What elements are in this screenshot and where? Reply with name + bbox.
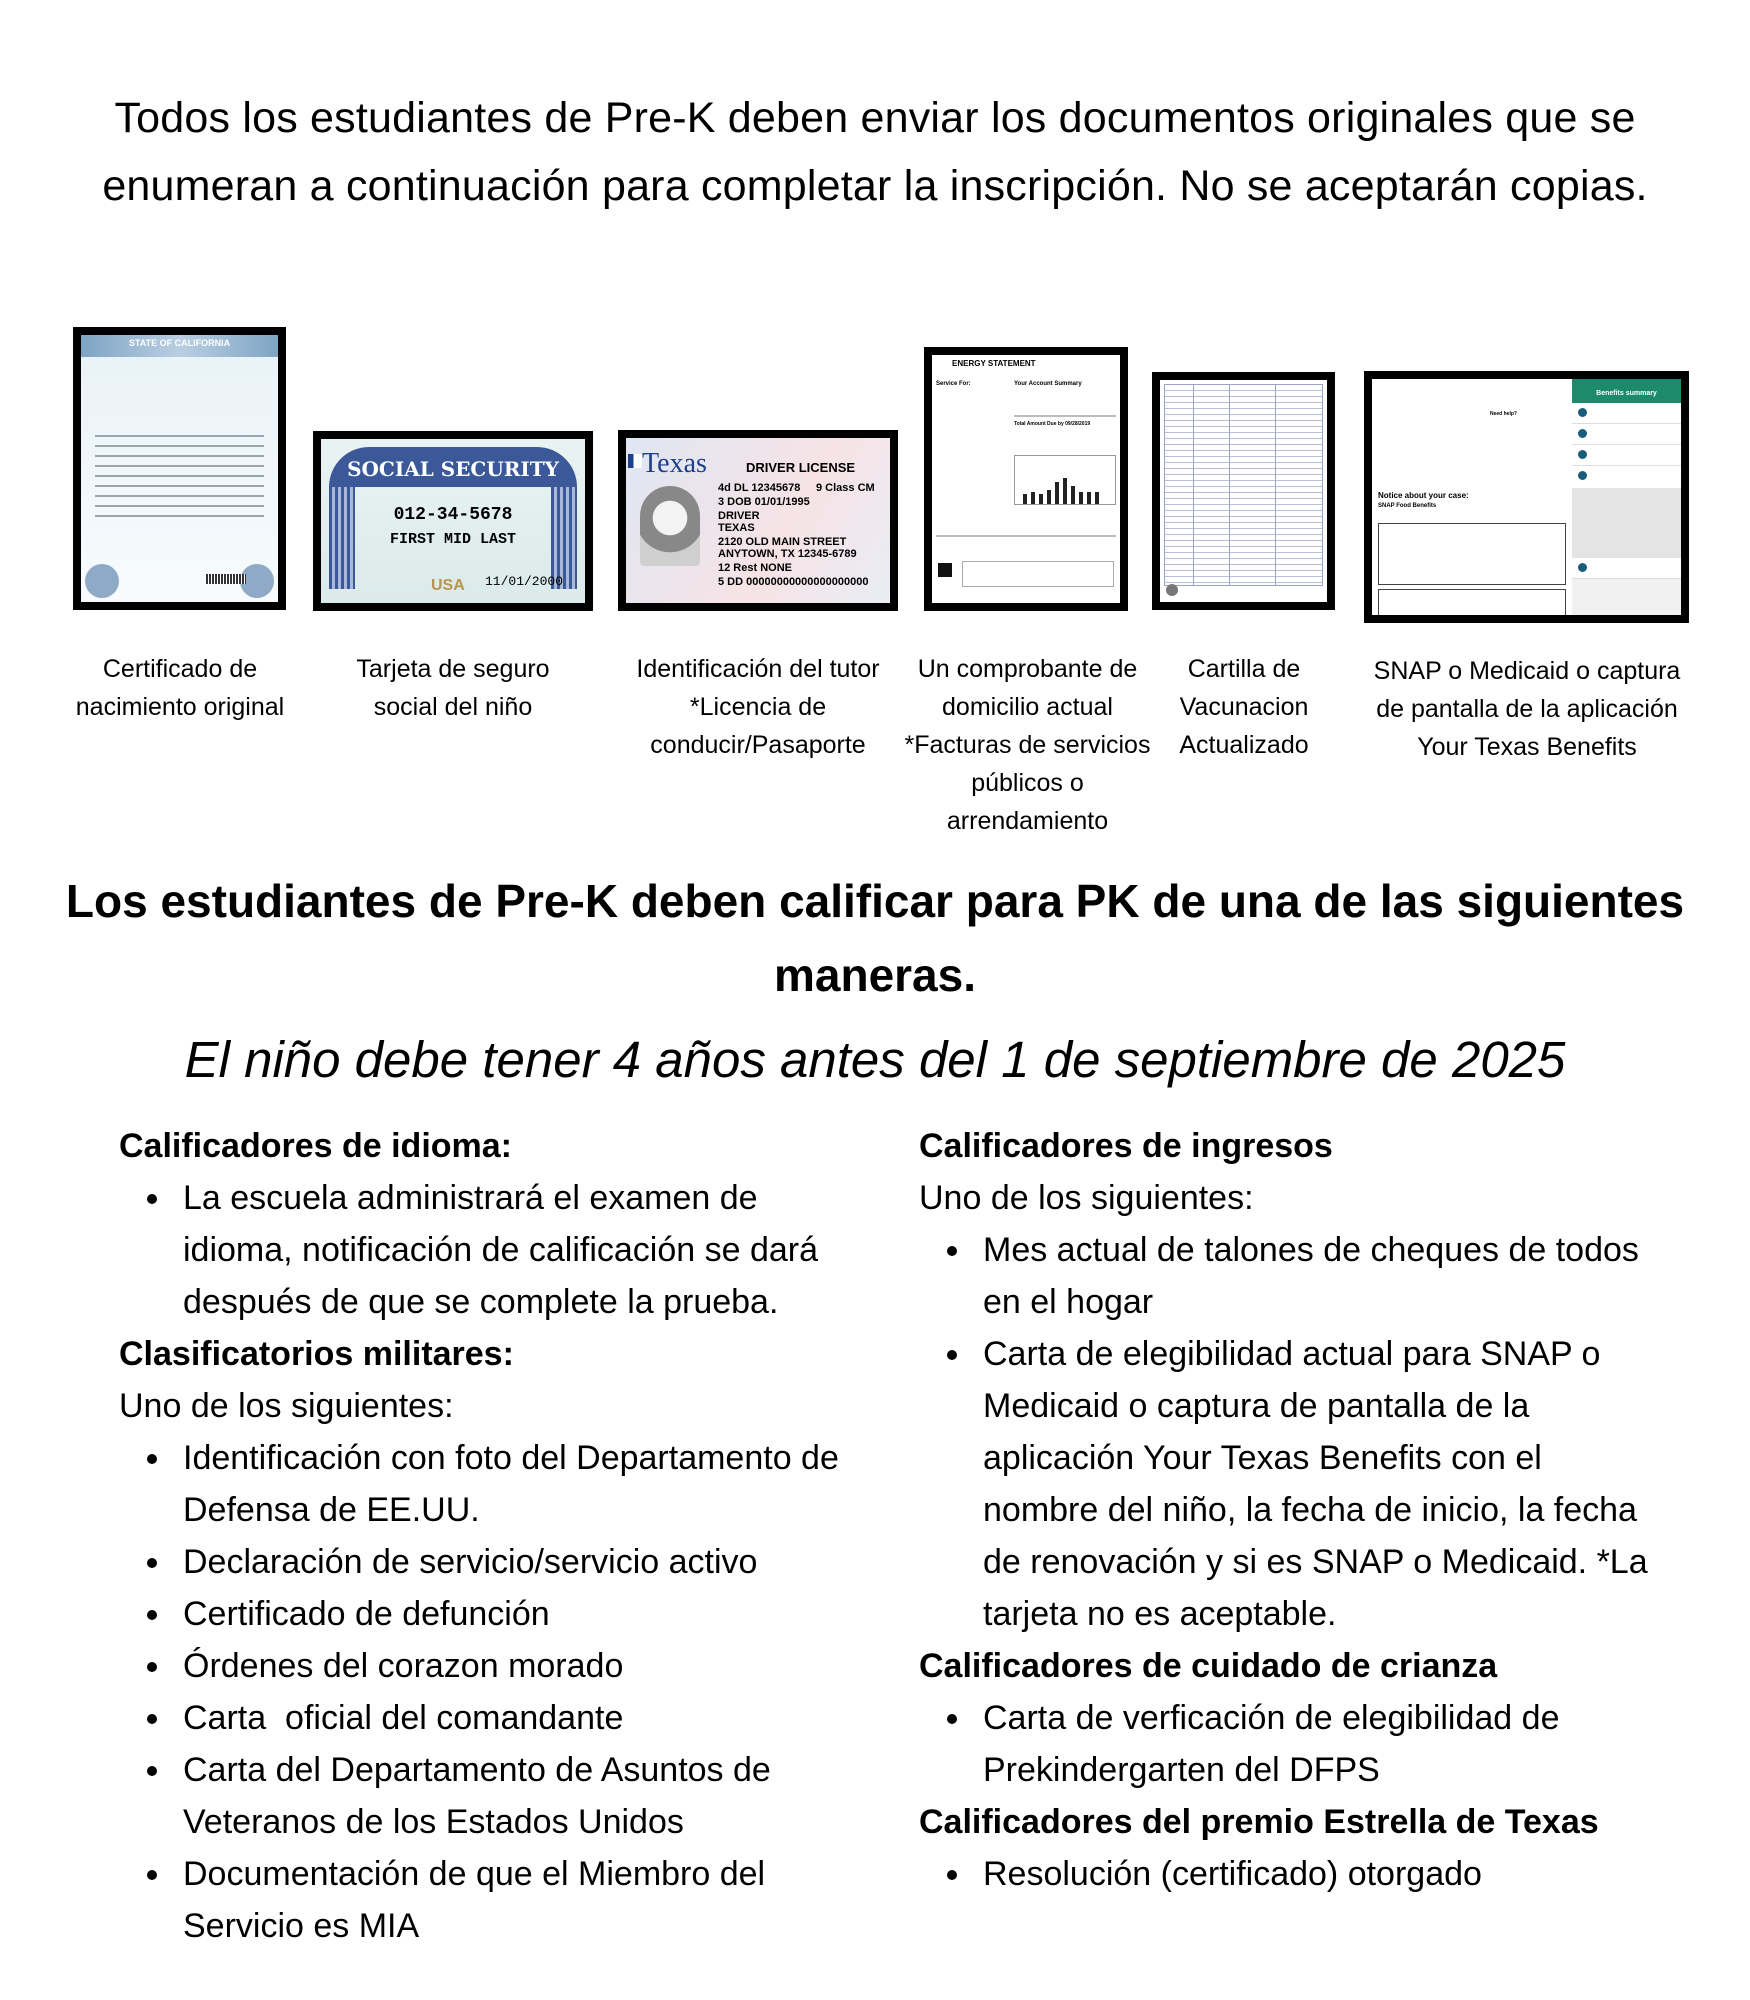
right-column xyxy=(919,1120,1659,1900)
foster-care-qualifiers-title: Calificadores de cuidado de crianza xyxy=(919,1647,1498,1685)
snap-medicaid-image xyxy=(1364,371,1689,623)
ss-card-country: USA xyxy=(431,577,465,594)
dl-state: Texas xyxy=(642,448,707,479)
income-qualifiers-title: Calificadores de ingresos xyxy=(919,1127,1333,1165)
caption-immunization: Cartilla de Vacunacion Actualizado xyxy=(1179,655,1309,759)
dl-rest: 12 Rest NONE xyxy=(718,562,792,574)
qualify-heading: Los estudiantes de Pre-K deben calificar para PK de una de las siguientes maneras. xyxy=(65,875,1685,1001)
list-item: Documentación de que el Miembro del Servicio es MIA xyxy=(183,1848,839,1952)
list-item: Declaración de servicio/servicio activo xyxy=(183,1536,839,1588)
snap-notice: Notice about your case: xyxy=(1378,491,1469,500)
income-qualifiers-list xyxy=(919,1224,1659,1640)
bill-summary: Your Account Summary xyxy=(1014,381,1082,387)
snap-program: SNAP Food Benefits xyxy=(1378,503,1437,509)
dl-name2: TEXAS xyxy=(718,522,755,534)
list-item: La escuela administrará el examen de idioma, notificación de calificación se dará después de que se complete la prueba. xyxy=(183,1172,839,1328)
texas-flag-icon xyxy=(628,454,642,468)
caption-birth-certificate: Certificado de nacimiento original xyxy=(75,655,285,721)
military-qualifiers-intro: Uno de los siguientes: xyxy=(119,1387,454,1425)
military-qualifiers-title: Clasificatorios militares: xyxy=(119,1335,514,1373)
dl-number: 4d DL 12345678 xyxy=(718,482,801,494)
list-item: Carta del Departamento de Asuntos de Veteranos de los Estados Unidos xyxy=(183,1744,839,1848)
age-requirement: El niño debe tener 4 años antes del 1 de septiembre de 2025 xyxy=(184,1031,1566,1088)
dl-dd: 5 DD 00000000000000000000 xyxy=(718,576,869,588)
bill-title: ENERGY STATEMENT xyxy=(952,359,1036,368)
list-item: Carta de elegibilidad actual para SNAP o Medicaid o captura de pantalla de la aplicación Your Texas Benefits con el nombre del niño, la fecha de inicio, la fecha de renovación y si es SNAP o Medicaid. *La tarjeta no es aceptable. xyxy=(983,1328,1659,1640)
list-item: Certificado de defunción xyxy=(183,1588,839,1640)
list-item: Identificación con foto del Departamento de Defensa de EE.UU. xyxy=(183,1432,839,1536)
foster-care-qualifiers-list xyxy=(919,1692,1659,1796)
language-qualifiers-list xyxy=(119,1172,839,1328)
caption-snap-medicaid: SNAP o Medicaid o captura de pantalla de la aplicación Your Texas Benefits xyxy=(1373,657,1681,761)
star-award-qualifiers-title: Calificadores del premio Estrella de Texas xyxy=(919,1803,1599,1841)
snap-app-title: Benefits summary xyxy=(1572,379,1681,403)
caption-proof-of-residence: Un comprobante de domicilio actual *Facturas de servicios públicos o arrendamiento xyxy=(904,655,1151,835)
driver-license-image xyxy=(618,430,898,611)
ss-card-number: 012-34-5678 xyxy=(393,505,513,525)
ss-card-name: FIRST MID LAST xyxy=(389,531,517,548)
birth-certificate-image xyxy=(73,327,286,610)
caption-guardian-id: Identificación del tutor *Licencia de conducir/Pasaporte xyxy=(636,655,880,759)
bill-total: Total Amount Due by 09/28/2019 xyxy=(1014,421,1091,427)
language-qualifiers-title: Calificadores de idioma: xyxy=(119,1127,512,1165)
list-item: Resolución (certificado) otorgado xyxy=(983,1848,1659,1900)
dl-class: 9 Class CM xyxy=(816,482,875,494)
snap-help: Need help? xyxy=(1490,411,1517,417)
ss-card-title: SOCIAL SECURITY xyxy=(347,457,559,481)
list-item: Carta oficial del comandante xyxy=(183,1692,839,1744)
bill-service-for: Service For: xyxy=(936,381,971,387)
intro-text: Todos los estudiantes de Pre-K deben enviar los documentos originales que se enumeran a continuación para completar la inscripción. No se aceptarán copias. xyxy=(102,94,1648,210)
utility-bill-image xyxy=(924,347,1128,611)
social-security-card-image xyxy=(313,431,593,611)
star-award-qualifiers-list xyxy=(919,1848,1659,1900)
list-item: Órdenes del corazon morado xyxy=(183,1640,839,1692)
dl-address1: 2120 OLD MAIN STREET xyxy=(718,536,847,548)
immunization-record-image xyxy=(1152,372,1335,610)
list-item: Carta de verficación de elegibilidad de Prekindergarten del DFPS xyxy=(983,1692,1659,1796)
birth-certificate-header: STATE OF CALIFORNIA xyxy=(128,338,231,348)
military-qualifiers-list xyxy=(119,1432,839,1952)
dl-photo xyxy=(640,486,700,566)
dl-name1: DRIVER xyxy=(718,510,760,522)
caption-social-security: Tarjeta de seguro social del niño xyxy=(356,655,550,721)
left-column xyxy=(119,1120,839,1952)
list-item: Mes actual de talones de cheques de todos en el hogar xyxy=(983,1224,1659,1328)
dl-address2: ANYTOWN, TX 12345-6789 xyxy=(718,548,857,560)
dl-dob: 3 DOB 01/01/1995 xyxy=(718,496,810,508)
dl-type: DRIVER LICENSE xyxy=(746,460,856,475)
ss-card-date: 11/01/2000 xyxy=(484,574,563,589)
income-qualifiers-intro: Uno de los siguientes: xyxy=(919,1179,1254,1217)
